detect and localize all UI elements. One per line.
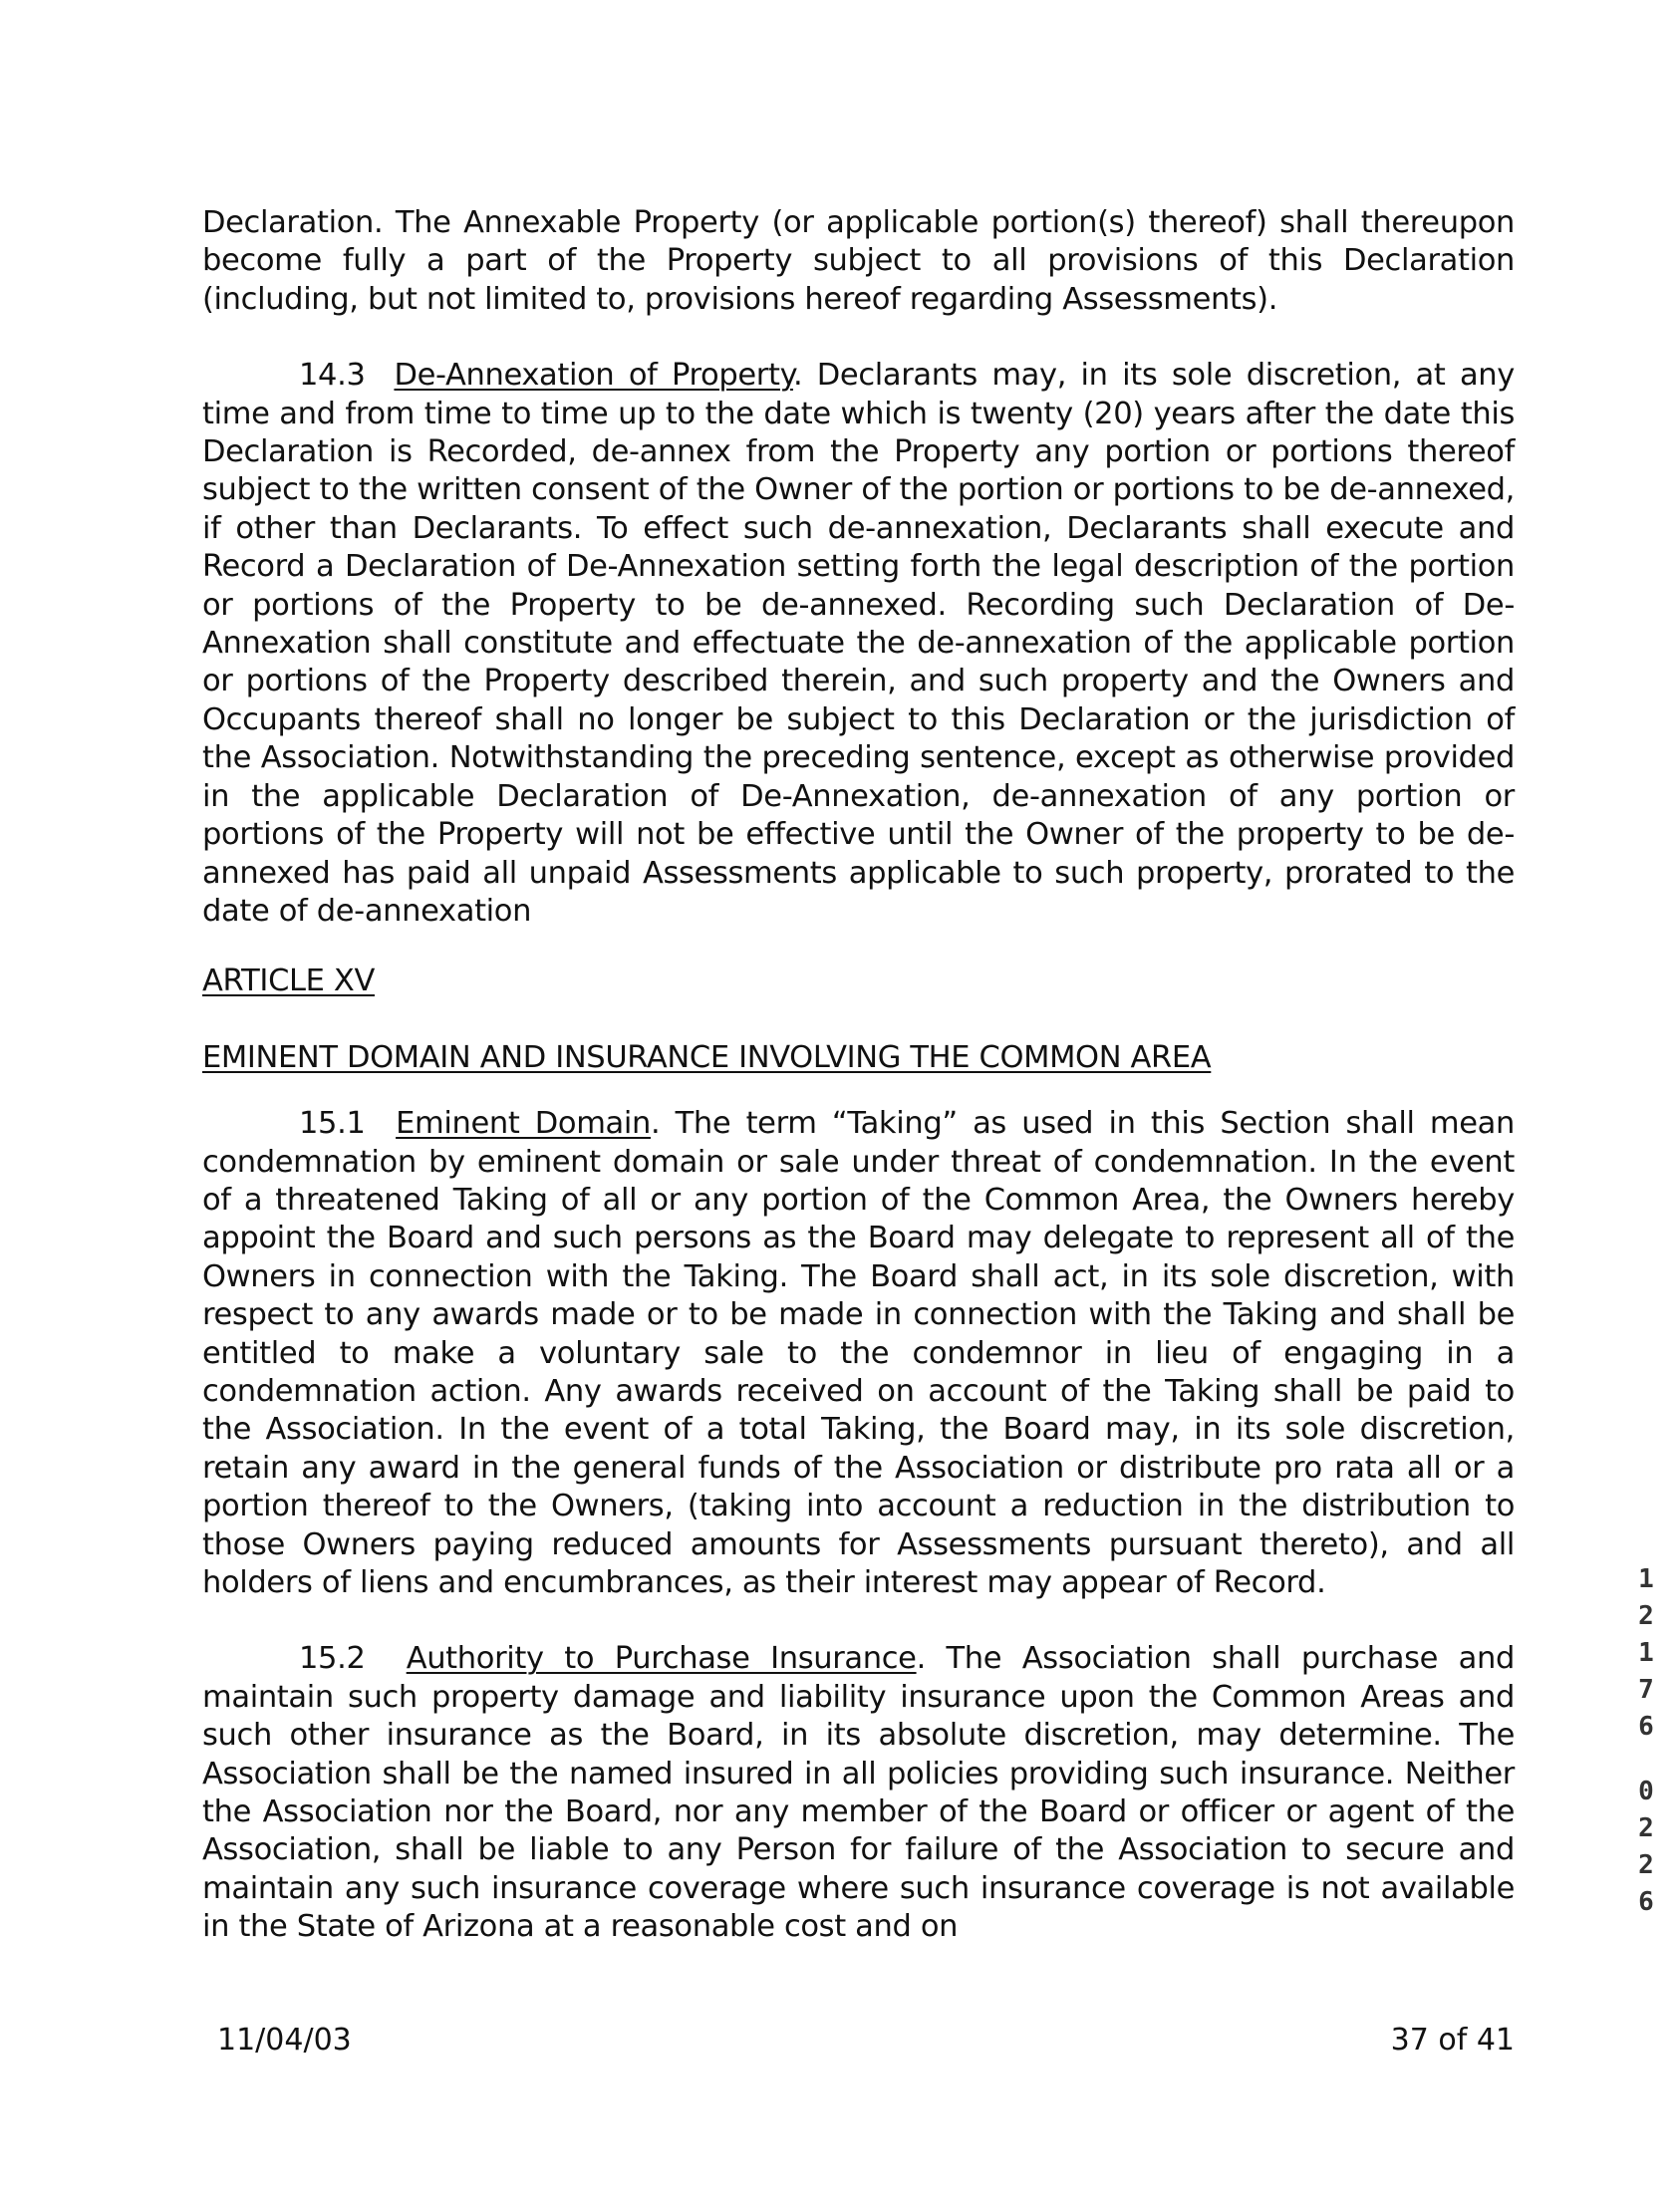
stamp-digit: 1 bbox=[1638, 1564, 1654, 1594]
stamp-digit: 7 bbox=[1638, 1675, 1654, 1705]
stamp-digit: 2 bbox=[1638, 1813, 1654, 1843]
recording-number-stamp bbox=[1631, 1561, 1661, 1921]
stamp-digit: 2 bbox=[1638, 1850, 1654, 1880]
footer-page-number: 37 of 41 bbox=[1390, 2023, 1515, 2058]
section-body: . The Association shall purchase and maintain such property damage and liability insurance upon the Common Areas and such other insurance as the Board, in its absolute discretion, may determine. The Association shall be the named insured in all policies providing such insurance. Neither the Association nor the Board, nor any member of the Board or officer or agent of the Association, shall be liable to any Person for failure of the Association to secure and maintain any such insurance coverage where such insurance coverage is not available in the State of Arizona at a reasonable cost and on bbox=[202, 1641, 1515, 1945]
stamp-digit: 6 bbox=[1638, 1712, 1654, 1742]
section-number: 14.3 bbox=[299, 358, 366, 394]
article-title: ARTICLE XV bbox=[202, 963, 375, 999]
article-subtitle: EMINENT DOMAIN AND INSURANCE INVOLVING THE COMMON AREA bbox=[202, 1039, 1212, 1075]
stamp-spacer bbox=[1631, 1746, 1661, 1774]
section-15-1 bbox=[202, 1105, 1515, 1602]
stamp-digit: 0 bbox=[1638, 1777, 1654, 1806]
section-number: 15.2 bbox=[299, 1641, 366, 1677]
section-title: Eminent Domain bbox=[396, 1106, 651, 1142]
section-title: Authority to Purchase Insurance bbox=[406, 1641, 917, 1677]
stamp-digit: 6 bbox=[1638, 1887, 1654, 1917]
section-14-3 bbox=[202, 357, 1515, 931]
section-15-2 bbox=[202, 1640, 1515, 1946]
section-number: 15.1 bbox=[299, 1106, 366, 1142]
stamp-digit: 1 bbox=[1638, 1638, 1654, 1668]
stamp-digit: 2 bbox=[1638, 1601, 1654, 1631]
section-title: De-Annexation of Property bbox=[394, 358, 793, 394]
paragraph-annexation-continued: Declaration. The Annexable Property (or applicable portion(s) thereof) shall thereupon become fully a part of the Property subject to all provisions of this Declaration (including, but not limited to, provisions hereof regarding Assessments). bbox=[202, 205, 1515, 317]
section-body: . The term “Taking” as used in this Section shall mean condemnation by eminent domain or sale under threat of condemnation. In the event of a threatened Taking of all or any portion of the Common Area, the Owners hereby appoint the Board and such persons as the Board may delegate to represent all of the Owners in connection with the Taking. The Board shall act, in its sole discretion, with respect to any awards made or to be made in connection with the Taking and shall be entitled to make a voluntary sale to the condemnor in lieu of engaging in a condemnation action. Any awards received on account of the Taking shall be paid to the Association. In the event of a total Taking, the Board may, in its sole discretion, retain any award in the general funds of the Association or distribute pro rata all or a portion thereof to the Owners, (taking into account a reduction in the distribution to those Owners paying reduced amounts for Assessments pursuant thereto), and all holders of liens and encumbrances, as their interest may appear of Record. bbox=[202, 1106, 1515, 1600]
footer-date: 11/04/03 bbox=[217, 2023, 352, 2058]
page-body bbox=[202, 204, 1515, 1947]
section-body: . Declarants may, in its sole discretion, at any time and from time to time up to the date which is twenty (20) years after the date this Declaration is Recorded, de-annex from the Property any portion or portions thereof subject to the written consent of the Owner of the portion or portions to be de-annexed, if other than Declarants. To effect such de-annexation, Declarants shall execute and Record a Declaration of De-Annexation setting forth the legal description of the portion or portions of the Property to be de-annexed. Recording such Declaration of De-Annexation shall constitute and effectuate the de-annexation of the applicable portion or portions of the Property described therein, and such property and the Owners and Occupants thereof shall no longer be subject to this Declaration or the jurisdiction of the Association. Notwithstanding the preceding sentence, except as otherwise provided in the applicable Declaration of De-Annexation, de-annexation of any portion or portions of the Property will not be effective until the Owner of the property to be de-annexed has paid all unpaid Assessments applicable to such property, prorated to the date of de-annexation bbox=[202, 358, 1515, 929]
page-footer bbox=[217, 2023, 1515, 2058]
